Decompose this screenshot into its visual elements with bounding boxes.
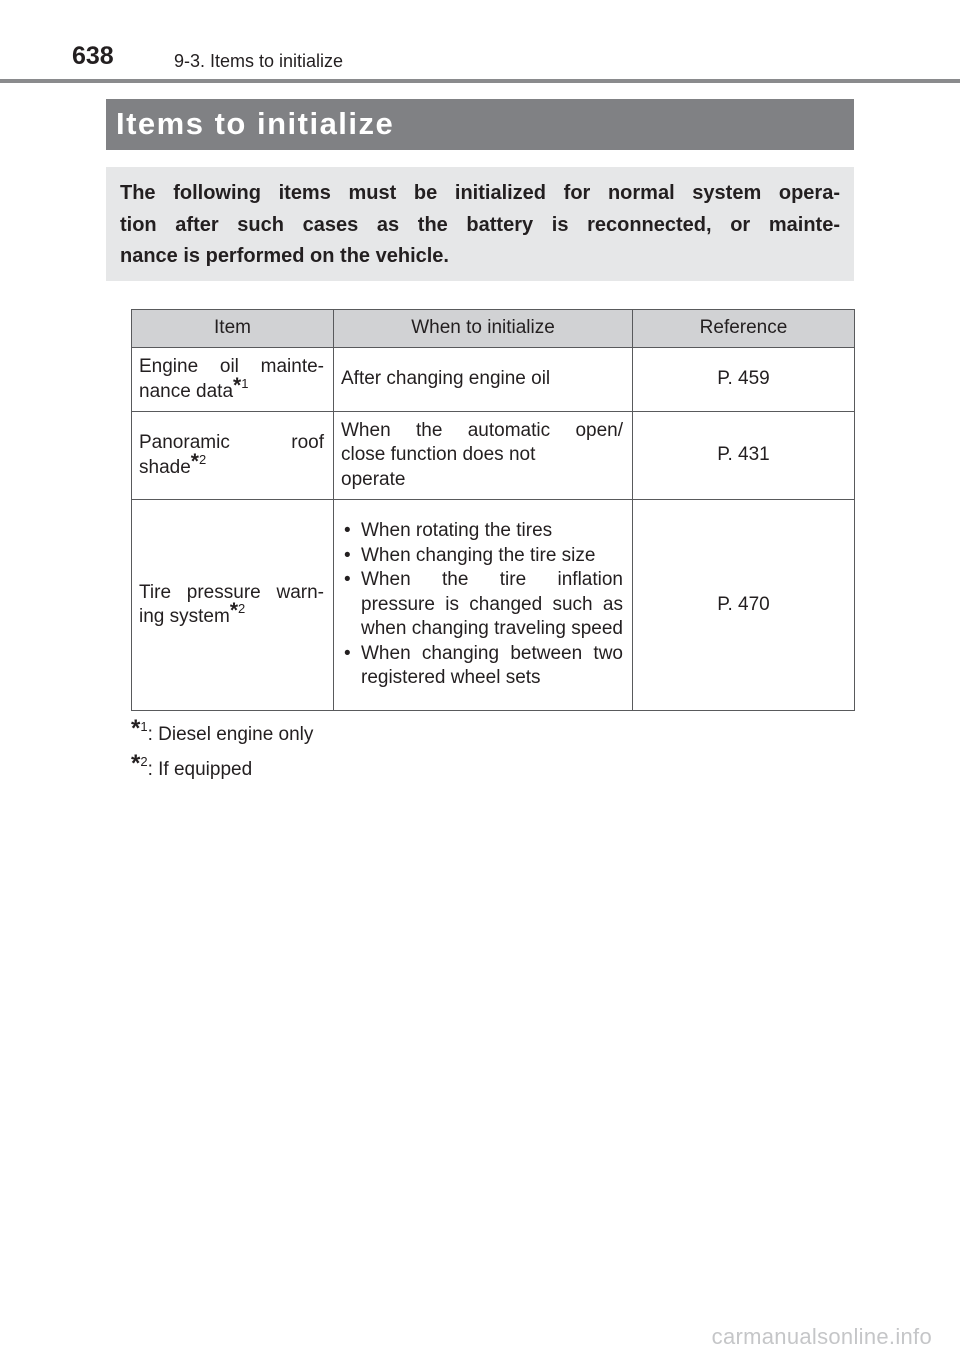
item-line: Engine oil mainte-: [139, 356, 324, 377]
intro-line: nance is performed on the vehicle.: [120, 245, 449, 267]
condition-list: [341, 519, 623, 691]
item-cell: [132, 500, 334, 711]
when-cell: [334, 348, 633, 412]
item-line: ing system: [139, 606, 230, 627]
page-number: 638: [72, 42, 114, 70]
page-reference: P. 459: [717, 368, 770, 390]
reference-cell: [633, 348, 855, 412]
items-table: [131, 309, 855, 711]
table-header-row: [132, 310, 855, 348]
running-head: 9-3. Items to initialize: [174, 51, 344, 71]
when-cell: [334, 412, 633, 500]
list-item: • When the tire inflation pressure is changed such as when changing traveling speed: [341, 568, 623, 642]
list-item: • When rotating the tires: [341, 519, 623, 544]
footnote-2: [131, 750, 253, 782]
item-line: Tire pressure warn-: [139, 581, 324, 603]
when-line: operate: [341, 468, 406, 490]
column-header-reference: Reference: [633, 310, 855, 348]
footnote-1: [131, 715, 314, 747]
footnote-mark: *: [131, 715, 141, 742]
footnote-mark: *: [233, 373, 242, 397]
footnote-text: : If equipped: [147, 759, 253, 780]
when-line: close function does not: [341, 444, 536, 466]
item-line: shade: [139, 456, 191, 478]
intro-line: The following items must be initialized for normal system opera-: [120, 182, 840, 204]
footnote-number: 2: [198, 451, 207, 467]
footnote-number: 2: [140, 754, 148, 769]
item-line: Panoramic roof: [139, 432, 324, 453]
footnote-text: : Diesel engine only: [147, 724, 314, 745]
footnote-number: 1: [241, 375, 249, 391]
when-cell: [334, 500, 633, 711]
reference-cell: [633, 500, 855, 711]
table-row: [132, 500, 855, 711]
header-rule: [0, 79, 960, 83]
section-title-bar: [106, 99, 854, 150]
list-item: • When changing between two registered wheel sets: [341, 642, 623, 691]
reference-cell: [633, 412, 855, 500]
footnote-number: 2: [238, 601, 246, 616]
table-row: [132, 412, 855, 500]
column-header-when: When to initialize: [334, 310, 633, 348]
column-header-item: Item: [132, 310, 334, 348]
section-title: Items to initialize: [116, 106, 395, 141]
when-line: When the automatic open/: [341, 419, 623, 441]
item-line: nance data: [139, 380, 234, 402]
item-cell: [132, 348, 334, 412]
list-item: • When changing the tire size: [341, 544, 623, 569]
when-text: After changing engine oil: [341, 368, 551, 390]
intro-text: [120, 178, 840, 273]
table-row: [132, 348, 855, 412]
intro-line: tion after such cases as the battery is reconnected, or mainte-: [120, 213, 840, 236]
page-reference: P. 431: [717, 444, 770, 466]
footnote-mark: *: [229, 599, 238, 622]
intro-box: [106, 167, 854, 281]
item-cell: [132, 412, 334, 500]
footnote-number: 1: [140, 719, 148, 734]
page-reference: P. 470: [717, 593, 770, 615]
footnote-mark: *: [190, 449, 199, 473]
watermark: carmanualsonline.info: [711, 1324, 932, 1349]
footnote-mark: *: [131, 750, 141, 777]
